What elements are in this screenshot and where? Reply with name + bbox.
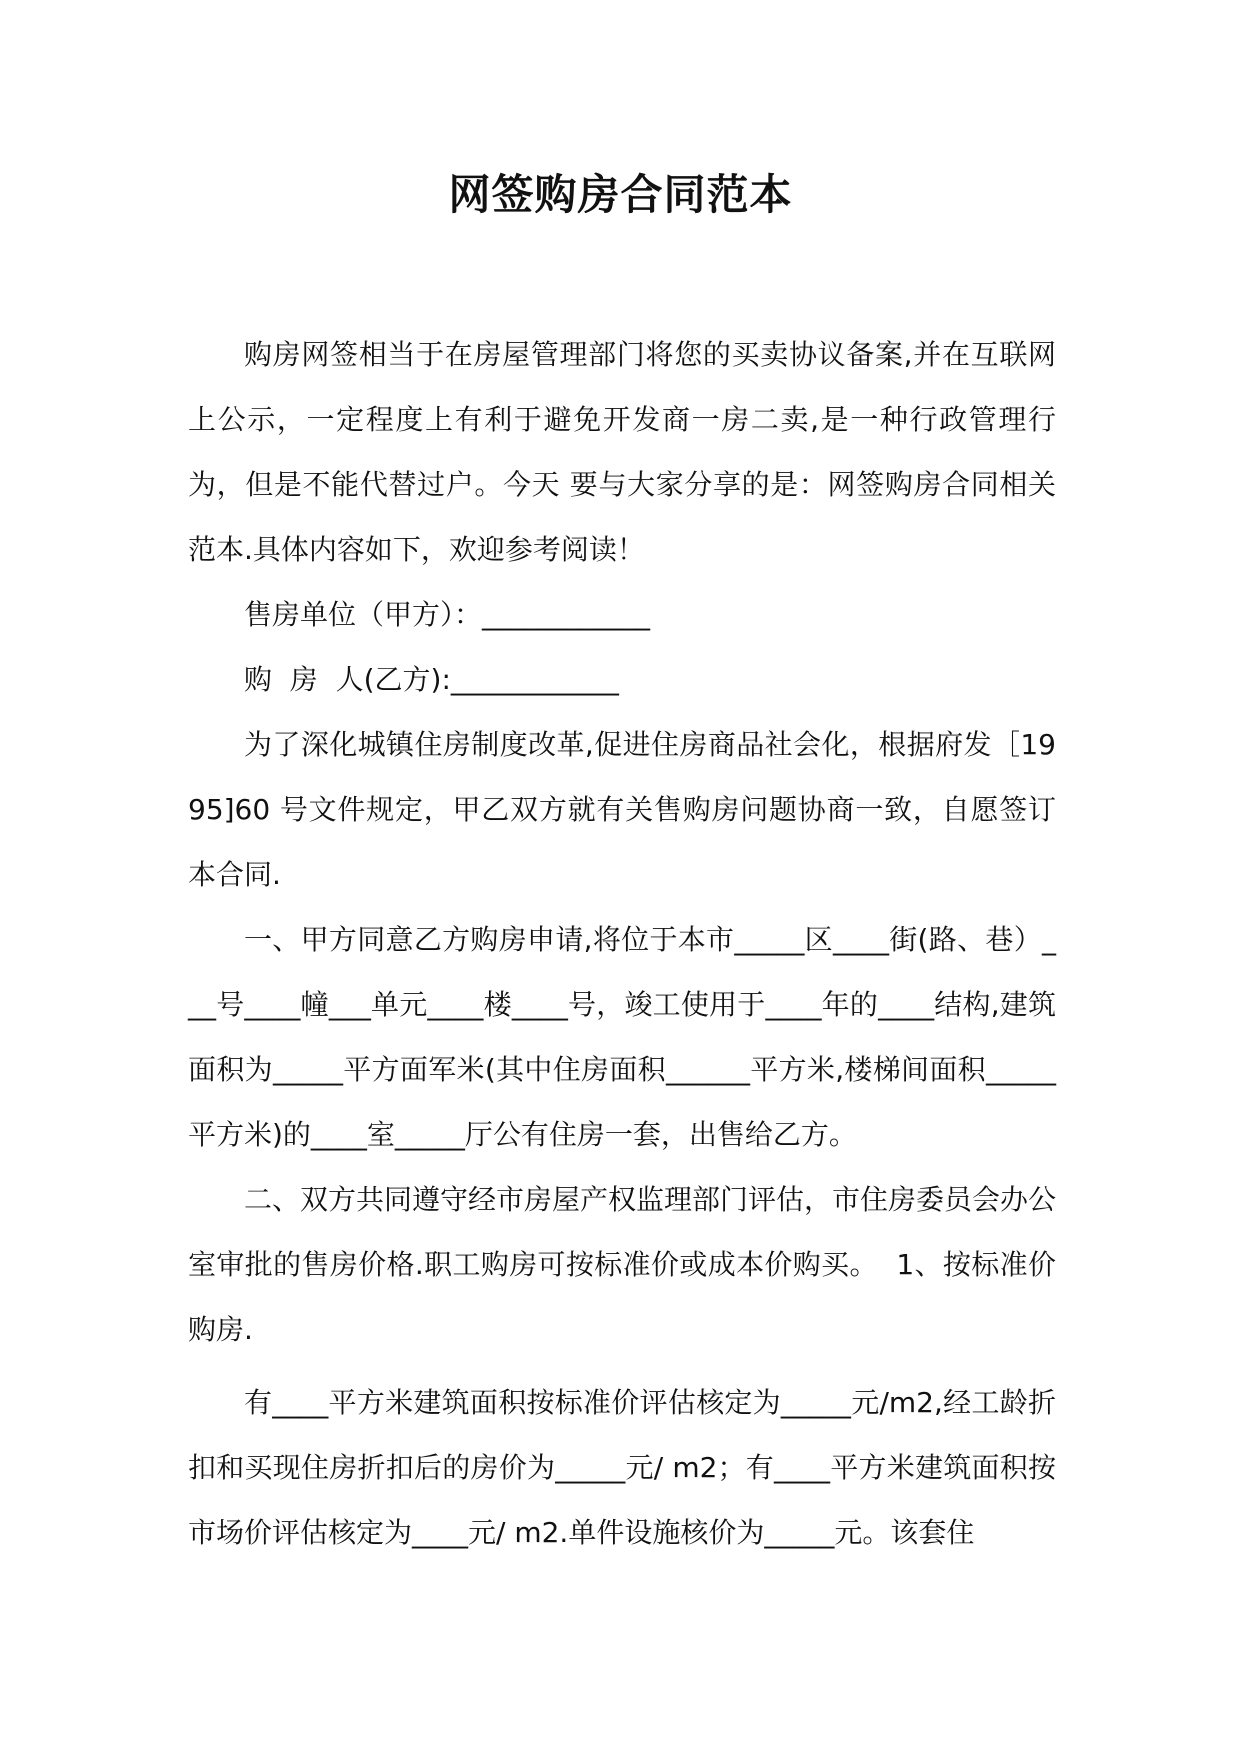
document-body: [188, 322, 1056, 1565]
paragraph-preamble: 为了深化城镇住房制度改革,促进住房商品社会化，根据府发［1995]60 号文件规定，甲乙双方就有关售购房问题协商一致，自愿签订本合同.: [188, 728, 1056, 891]
paragraph-buyer: 购 房 人(乙方):____________: [244, 663, 619, 696]
paragraph-clause-2: 二、双方共同遵守经市房屋产权监理部门评估，市住房委员会办公室审批的售房价格.职工购房可按标准价或成本价购买。 1、按标准价购房.: [188, 1183, 1057, 1346]
document-title: 网签购房合同范本: [448, 170, 793, 219]
paragraph-pricing: 有____平方米建筑面积按标准价评估核定为_____元/m2,经工龄折扣和买现住房折扣后的房价为_____元/ m2；有____平方米建筑面积按市场价评估核定为____元/ m2.单件设施核价为_____元。该套住: [188, 1386, 1056, 1549]
paragraph-intro: 购房网签相当于在房屋管理部门将您的买卖协议备案,并在互联网上公示，一定程度上有利于避免开发商一房二卖,是一种行政管理行为，但是不能代替过户。今天 要与大家分享的是：网签购房合同相关范本.具体内容如下，欢迎参考阅读！: [188, 338, 1056, 566]
paragraph-clause-1: 一、甲方同意乙方购房申请,将位于本市_____区____街(路、巷）___号____幢___单元____楼____号，竣工使用于____年的____结构,建筑面积为_____平方面军米(其中住房面积______平方米,楼梯间面积_____平方米)的____室_____厅公有住房一套，出售给乙方。: [188, 923, 1056, 1151]
paragraph-seller: 售房单位（甲方）：____________: [244, 598, 651, 631]
